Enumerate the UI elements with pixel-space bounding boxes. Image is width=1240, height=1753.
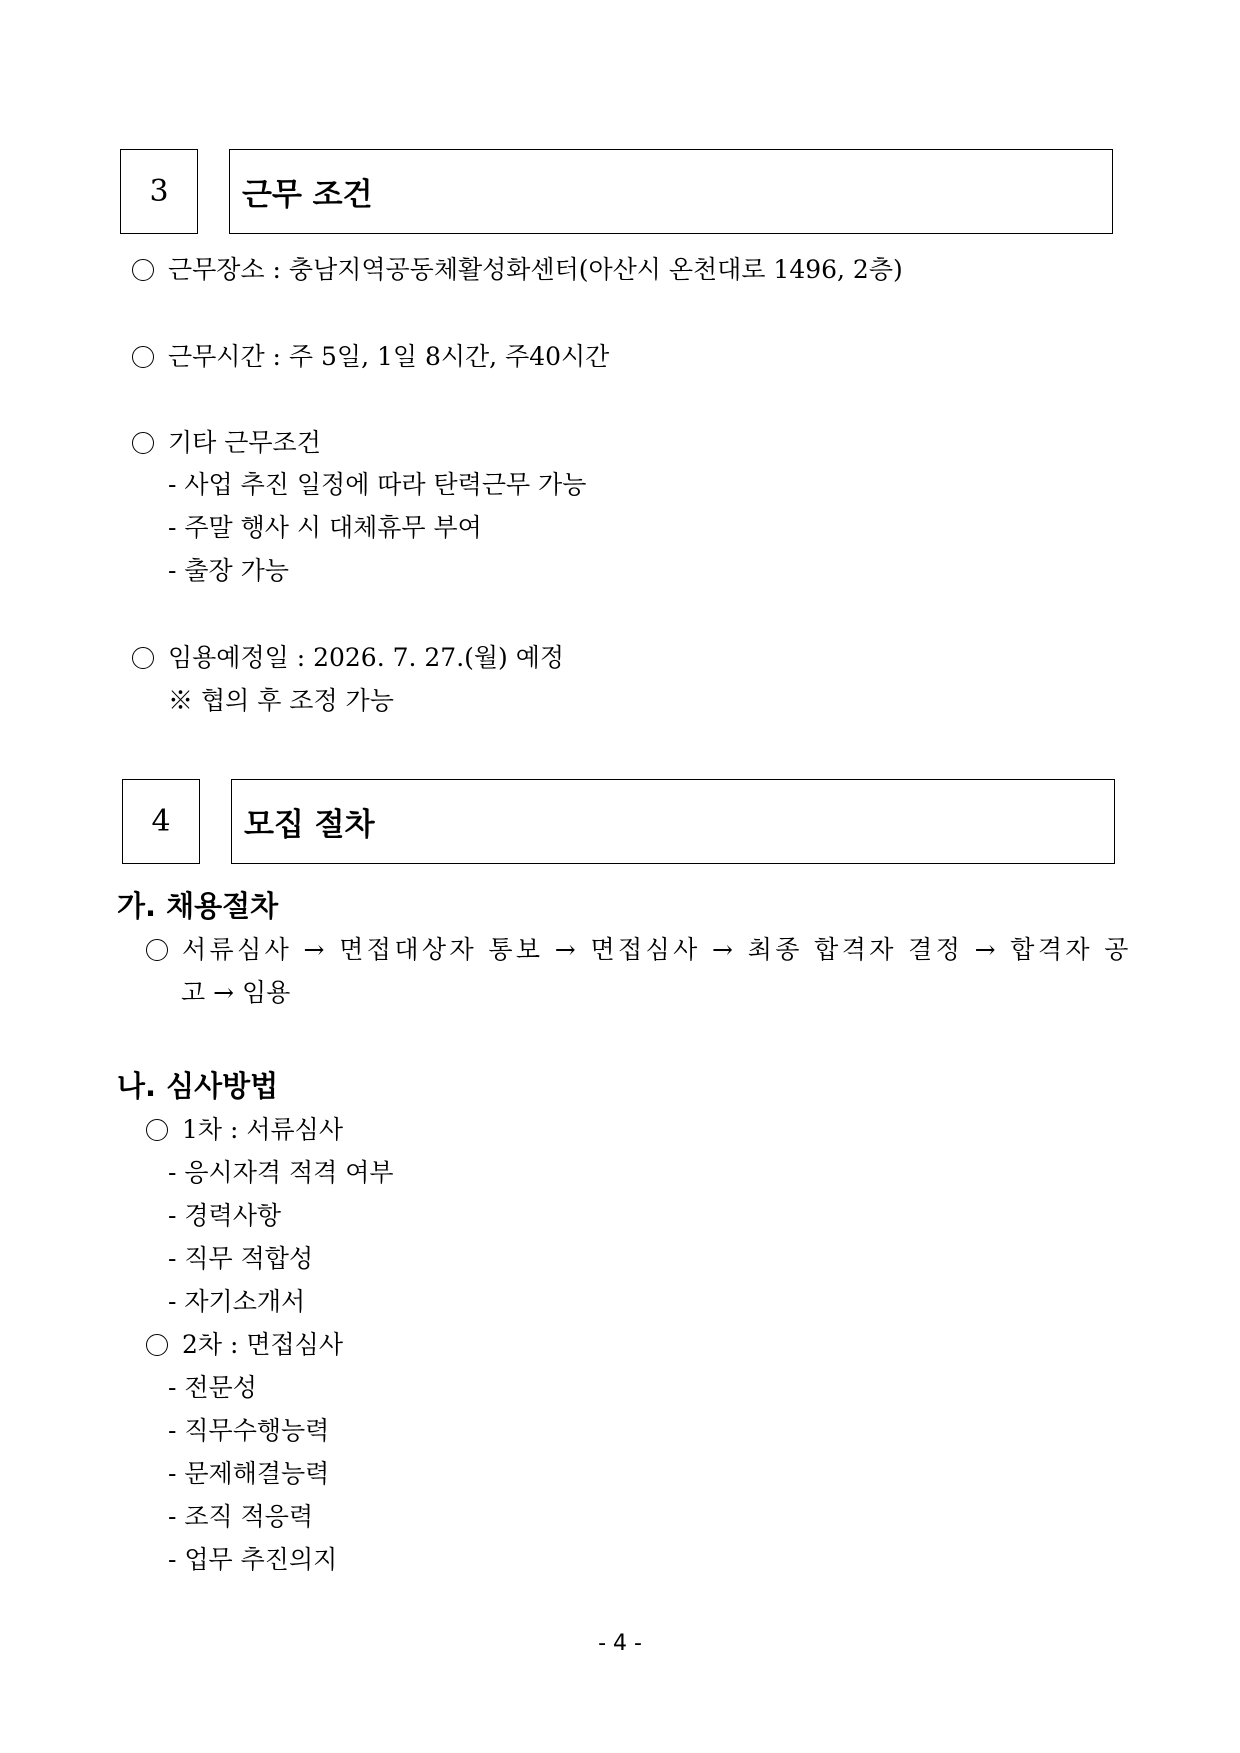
start-date-note: ※ 협의 후 조정 가능: [168, 686, 394, 715]
section-title-box: [229, 149, 1113, 234]
sub-item: - 경력사항: [168, 1201, 281, 1230]
section-title: 근무 조건: [242, 177, 373, 213]
circle-bullet-icon: [146, 1119, 168, 1141]
sub-item: - 조직 적응력: [168, 1502, 314, 1531]
list-item-first-review: 1차 : 서류심사: [146, 1115, 343, 1145]
circle-bullet-icon: [132, 259, 154, 281]
page-number: - 4 -: [598, 1631, 642, 1656]
section-number-box: [122, 779, 200, 864]
procedure-line: [146, 935, 1132, 965]
sub-item: - 출장 가능: [168, 556, 289, 585]
sub-item: - 업무 추진의지: [168, 1545, 338, 1574]
sub-item: - 사업 추진 일정에 따라 탄력근무 가능: [168, 470, 587, 499]
circle-bullet-icon: [132, 432, 154, 454]
circle-bullet-icon: [132, 346, 154, 368]
procedure-text: 서류심사 → 면접대상자 통보 → 면접심사 → 최종 합격자 결정 → 합격자 공: [182, 935, 1132, 964]
section-number-box: [120, 149, 198, 234]
sub-item: - 자기소개서: [168, 1287, 306, 1316]
subsection-heading: 나. 심사방법: [117, 1069, 279, 1103]
sub-item: - 직무 적합성: [168, 1244, 314, 1273]
section-title-box: [231, 779, 1115, 864]
section-number: 3: [149, 174, 169, 209]
sub-item: - 주말 행사 시 대체휴무 부여: [168, 513, 482, 542]
section-number: 4: [151, 804, 171, 839]
circle-bullet-icon: [132, 647, 154, 669]
sub-item: - 문제해결능력: [168, 1459, 330, 1488]
sub-item: - 직무수행능력: [168, 1416, 330, 1445]
list-item-start-date: 임용예정일 : 2026. 7. 27.(월) 예정: [132, 643, 564, 673]
circle-bullet-icon: [146, 1334, 168, 1356]
list-item-location: 근무장소 : 충남지역공동체활성화센터(아산시 온천대로 1496, 2층): [132, 255, 903, 285]
procedure-line-continued: 고 → 임용: [181, 978, 291, 1007]
sub-item: - 전문성: [168, 1373, 257, 1402]
list-item-second-review: 2차 : 면접심사: [146, 1330, 343, 1360]
circle-bullet-icon: [146, 939, 168, 961]
list-item-other: 기타 근무조건: [132, 428, 321, 458]
subsection-heading: 가. 채용절차: [117, 889, 279, 923]
list-item-hours: 근무시간 : 주 5일, 1일 8시간, 주40시간: [132, 342, 609, 372]
sub-item: - 응시자격 적격 여부: [168, 1158, 394, 1187]
section-title: 모집 절차: [244, 807, 375, 843]
